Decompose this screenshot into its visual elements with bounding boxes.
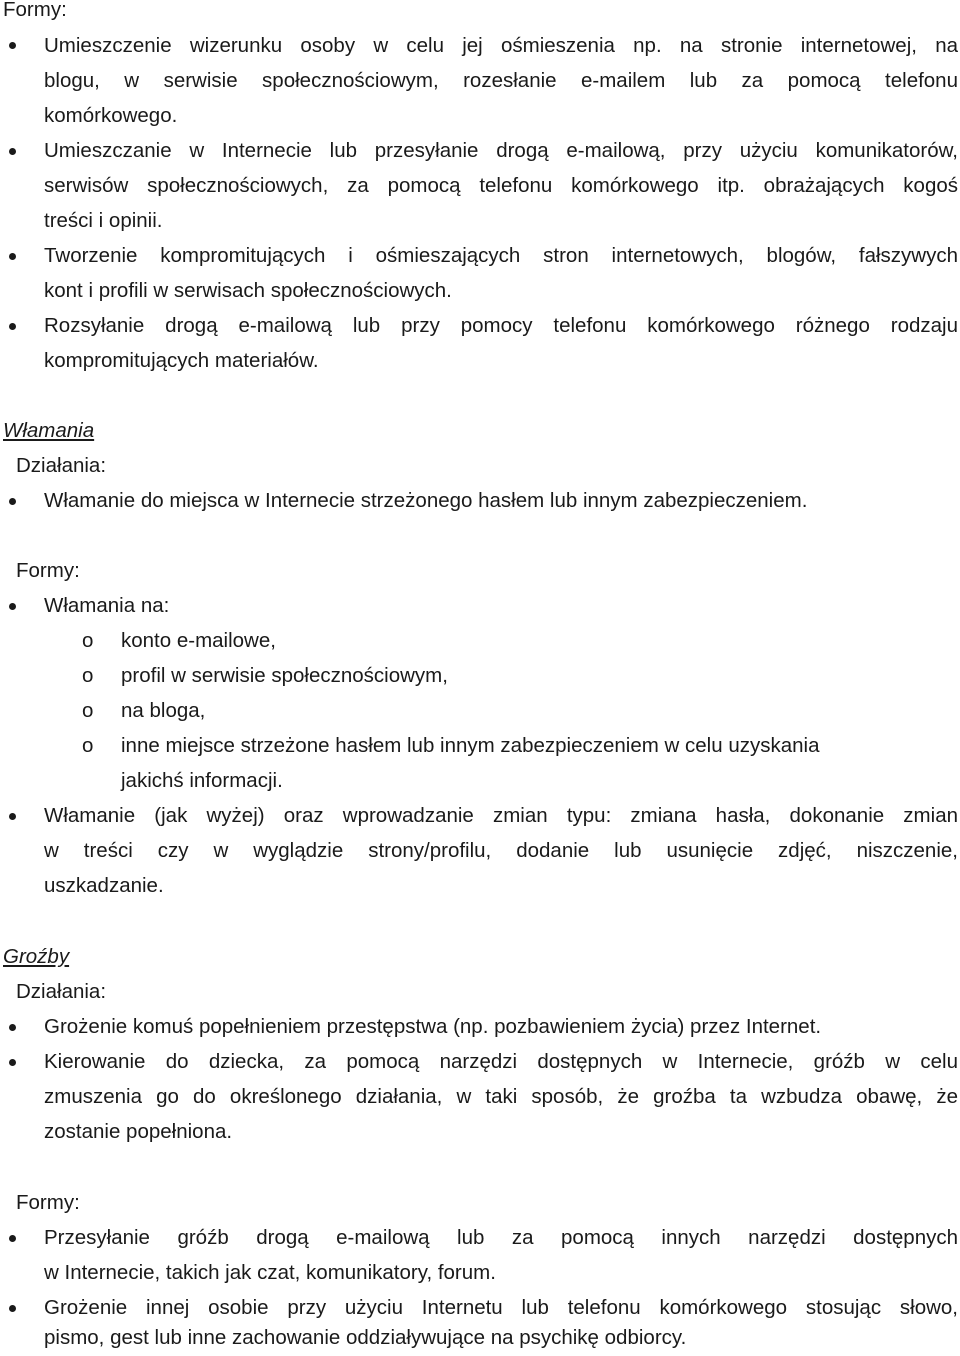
- list-item-line: Umieszczanie w Internecie lub przesyłanie drogą e-mailową, przy użyciu komunikatorów,: [44, 139, 958, 162]
- list-item-line: pismo, gest lub inne zachowanie oddziaływujące na psychikę odbiorcy.: [44, 1326, 687, 1349]
- bullet: [9, 1235, 16, 1242]
- list-item-line: Rozsyłanie drogą e-mailową lub przy pomocy telefonu komórkowego różnego rodzaju: [44, 314, 958, 337]
- list-item-line: zostanie popełniona.: [44, 1120, 233, 1143]
- list-item-line: w Internecie, takich jak czat, komunikatory, forum.: [44, 1261, 496, 1284]
- list-item-line: Grożenie innej osobie przy użyciu Internetu lub telefonu komórkowego stosując słowo,: [44, 1296, 958, 1319]
- bullet: [9, 498, 16, 505]
- list-item-line: kompromitujących materiałów.: [44, 349, 319, 372]
- list-item-line: Tworzenie kompromitujących i ośmieszających stron internetowych, blogów, fałszywych: [44, 244, 958, 267]
- list-item-line: Włamanie (jak wyżej) oraz wprowadzanie zmian typu: zmiana hasła, dokonanie zmian: [44, 804, 958, 827]
- sub-list-item-line: profil w serwisie społecznościowym,: [121, 664, 448, 687]
- sub-bullet-marker: o: [82, 734, 94, 757]
- subheading-formy: Formy:: [16, 559, 80, 582]
- list-item-line: blogu, w serwisie społecznościowym, rozesłanie e-mailem lub za pomocą telefonu: [44, 69, 958, 92]
- subheading-formy: Formy:: [16, 1191, 80, 1214]
- list-item-line: uszkadzanie.: [44, 874, 164, 897]
- sub-list-item-line: konto e-mailowe,: [121, 629, 276, 652]
- sub-list-item-line: jakichś informacji.: [121, 769, 283, 792]
- bullet: [9, 813, 16, 820]
- bullet: [9, 253, 16, 260]
- list-item-line: zmuszenia go do określonego działania, w taki sposób, że groźba ta wzbudza obawę, że: [44, 1085, 958, 1108]
- sub-list-item-line: na bloga,: [121, 699, 206, 722]
- bullet: [9, 1305, 16, 1312]
- list-item-line: Włamanie do miejsca w Internecie strzeżonego hasłem lub innym zabezpieczeniem.: [44, 489, 808, 512]
- list-item-line: Kierowanie do dziecka, za pomocą narzędzi dostępnych w Internecie, gróźb w celu: [44, 1050, 958, 1073]
- bullet: [9, 148, 16, 155]
- sub-bullet-marker: o: [82, 664, 94, 687]
- subheading-dzialania: Działania:: [16, 454, 107, 477]
- list-item-line: komórkowego.: [44, 104, 178, 127]
- sub-bullet-marker: o: [82, 629, 94, 652]
- list-item-line: kont i profili w serwisach społecznościowych.: [44, 279, 452, 302]
- list-item-line: w treści czy w wyglądzie strony/profilu, dodanie lub usunięcie zdjęć, niszczenie,: [44, 839, 958, 862]
- list-item-line: treści i opinii.: [44, 209, 163, 232]
- bullet: [9, 323, 16, 330]
- bullet: [9, 1059, 16, 1066]
- section-title-wlamania: Włamania: [3, 419, 95, 442]
- sub-list-item-line: inne miejsce strzeżone hasłem lub innym zabezpieczeniem w celu uzyskania: [121, 734, 820, 757]
- list-item-line: Włamania na:: [44, 594, 170, 617]
- list-item-line: Umieszczenie wizerunku osoby w celu jej ośmieszenia np. na stronie internetowej, na: [44, 34, 958, 57]
- bullet: [9, 1024, 16, 1031]
- bullet: [9, 603, 16, 610]
- bullet: [9, 42, 16, 49]
- list-item-line: serwisów społecznościowych, za pomocą telefonu komórkowego itp. obrażających kogoś: [44, 174, 958, 197]
- section-title-grozby: Groźby: [3, 945, 70, 968]
- list-item-line: Przesyłanie gróźb drogą e-mailową lub za pomocą innych narzędzi dostępnych: [44, 1226, 958, 1249]
- subheading-dzialania: Działania:: [16, 980, 107, 1003]
- section-heading-formy: Formy:: [3, 0, 67, 21]
- sub-bullet-marker: o: [82, 699, 94, 722]
- list-item-line: Grożenie komuś popełnieniem przestępstwa (np. pozbawieniem życia) przez Internet.: [44, 1015, 822, 1038]
